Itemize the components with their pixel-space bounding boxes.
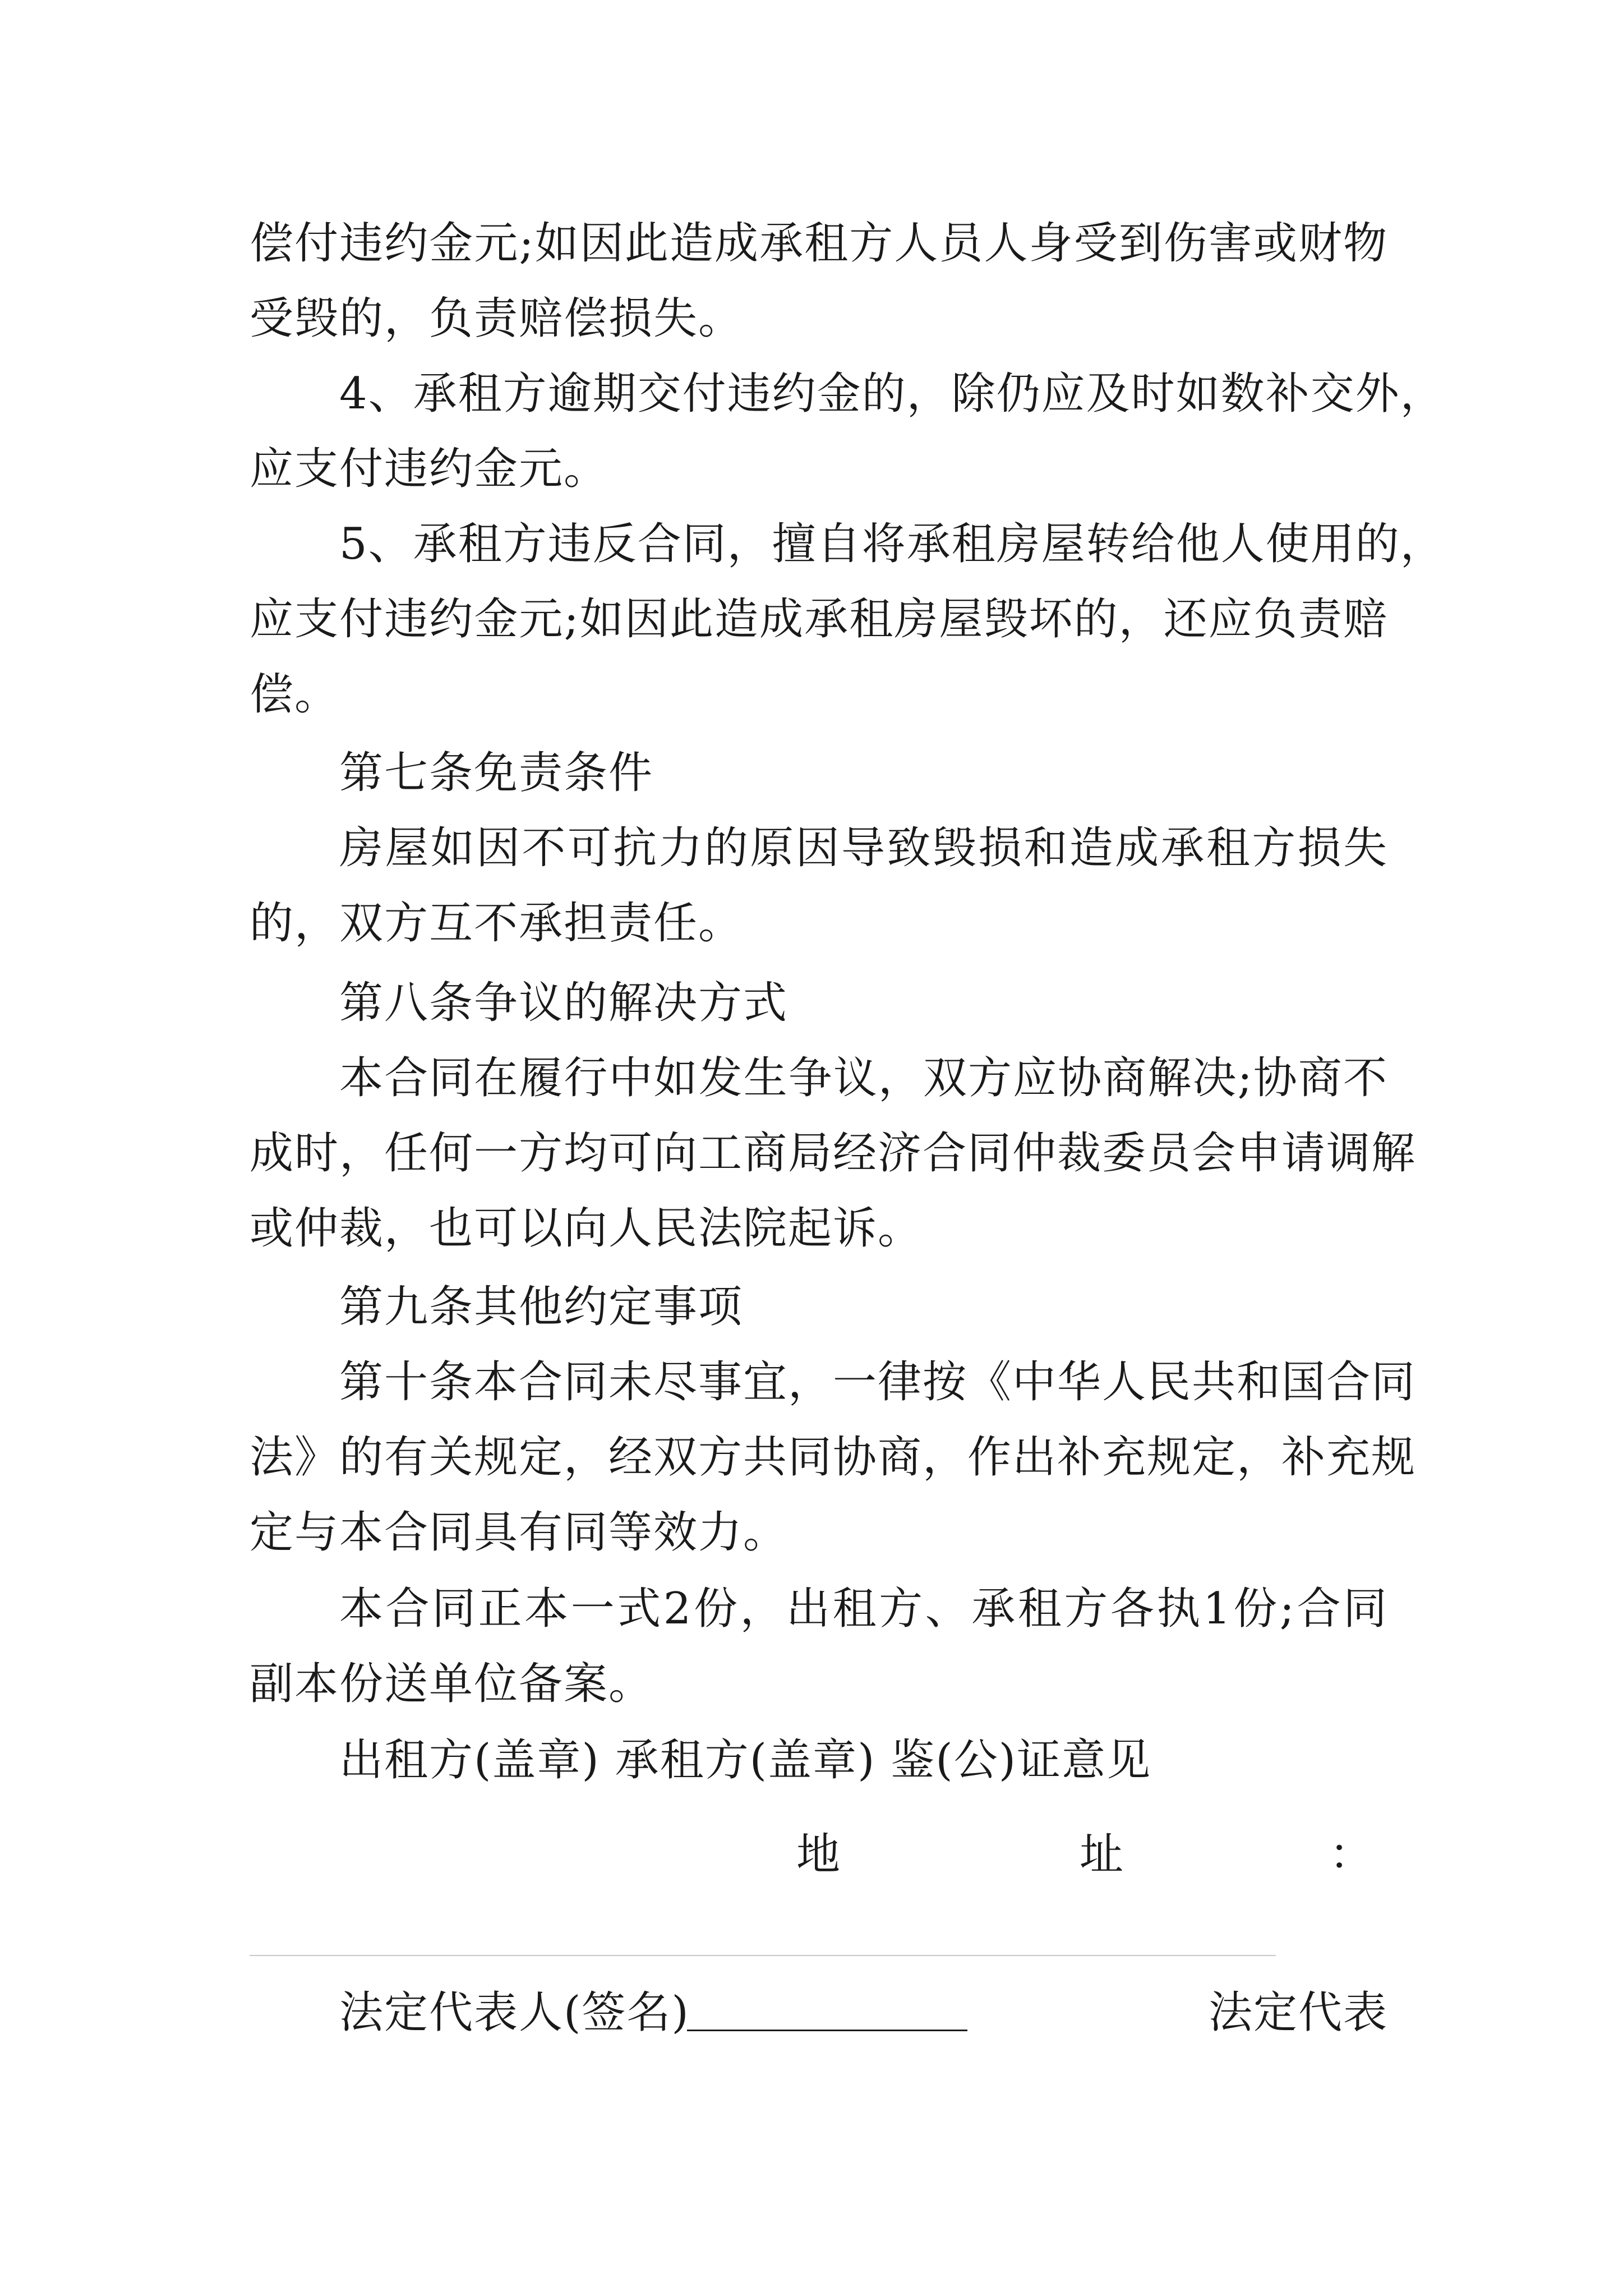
article-7-line-1: 房屋如因不可抗力的原因导致毁损和造成承租方损失: [339, 823, 1388, 873]
text-line-2: 受毁的，负责赔偿损失。: [250, 293, 744, 344]
clause-4-line-2: 应支付违约金元。: [250, 444, 609, 494]
clause-5-line-3: 偿。: [250, 669, 340, 720]
copies-line-1: 本合同正本一式2份，出租方、承租方各执1份;合同: [339, 1584, 1388, 1634]
article-10-line-2: 法》的有关规定，经双方共同协商，作出补充规定，补充规: [250, 1432, 1417, 1483]
article-7-heading: 第七条免责条件: [339, 748, 654, 798]
address-colon: ：: [1329, 1829, 1373, 1880]
clause-5-line-2: 应支付违约金元;如因此造成承租房屋毁坏的，还应负责赔: [250, 594, 1388, 645]
signature-row: [339, 1986, 1388, 2040]
article-9-heading: 第九条其他约定事项: [339, 1282, 744, 1332]
divider-line: [250, 1955, 1276, 1956]
legal-representative-label-2: 法定代表: [1208, 1987, 1388, 2038]
signature-blank: [687, 2030, 967, 2031]
address-char-1: 地: [796, 1829, 841, 1880]
article-8-line-2: 成时，任何一方均可向工商局经济合同仲裁委员会申请调解: [250, 1128, 1417, 1179]
address-row: [796, 1828, 1373, 1881]
article-10-line-1: 第十条本合同未尽事宜，一律按《中华人民共和国合同: [339, 1357, 1417, 1407]
article-7-line-2: 的，双方互不承担责任。: [250, 898, 744, 949]
text-line-1: 偿付违约金元;如因此造成承租方人员人身受到伤害或财物: [250, 218, 1388, 269]
article-10-line-3: 定与本合同具有同等效力。: [250, 1507, 789, 1558]
copies-line-2: 副本份送单位备案。: [250, 1659, 654, 1709]
article-8-line-1: 本合同在履行中如发生争议，双方应协商解决;协商不: [339, 1053, 1388, 1103]
article-8-line-3: 或仲裁，也可以向人民法院起诉。: [250, 1203, 923, 1254]
seal-labels-line: 出租方(盖章) 承租方(盖章) 鉴(公)证意见: [339, 1735, 1152, 1786]
clause-4-line-1: 4、承租方逾期交付违约金的，除仍应及时如数补交外，: [339, 369, 1445, 419]
legal-representative-label: 法定代表人(签名): [339, 1987, 690, 2038]
article-8-heading: 第八条争议的解决方式: [339, 978, 789, 1028]
clause-5-line-1: 5、承租方违反合同，擅自将承租房屋转给他人使用的，: [339, 519, 1445, 569]
address-char-2: 址: [1080, 1829, 1124, 1880]
